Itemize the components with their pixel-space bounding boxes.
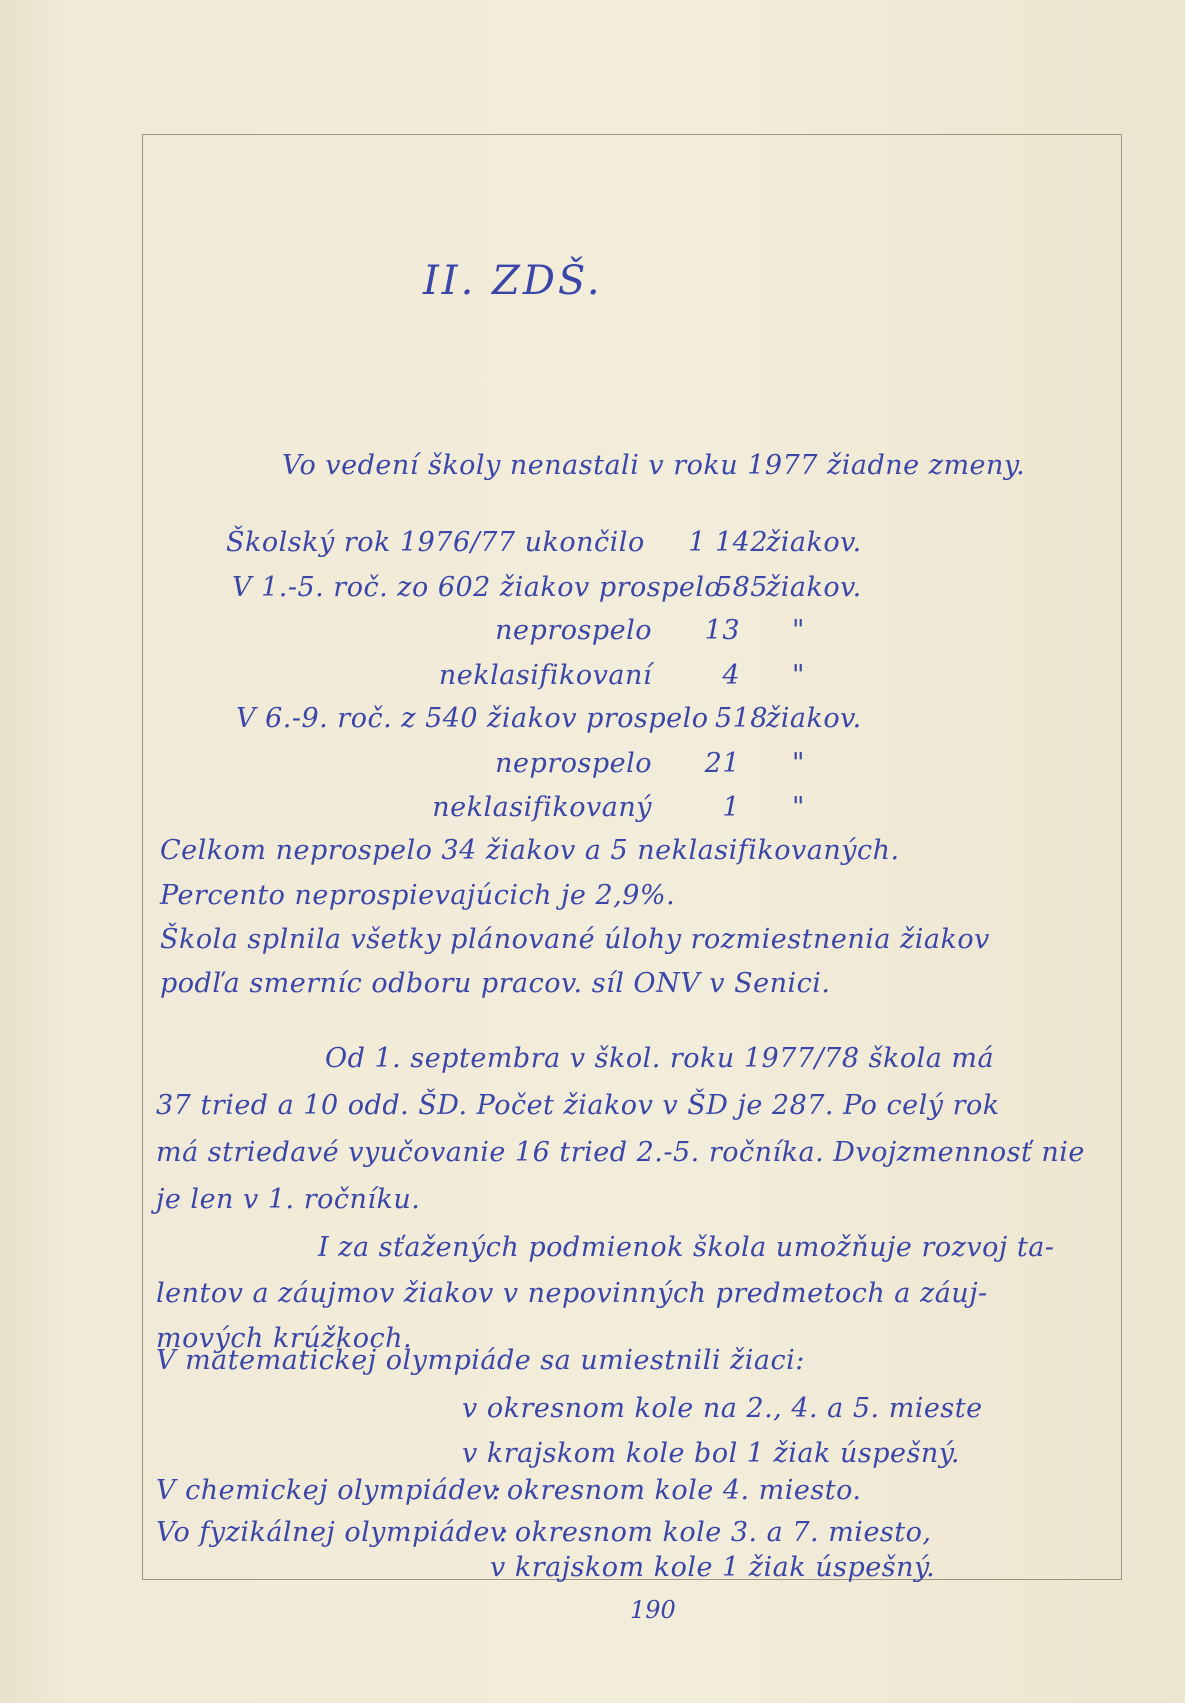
para2-line-3: má striedavé vyučovanie 16 tried 2.-5. ročníka. Dvojzmennosť nie [156,1137,1085,1168]
stat-row-2-unit: žiakov. [766,572,862,603]
stat-row-3-unit: " [792,615,805,646]
page-number: 190 [630,1596,676,1624]
chem-olympiad-label: V chemickej olympiáde : [156,1475,502,1506]
stat-row-6-value: 21 [704,748,740,779]
phys-olympiad-line-2: v krajskom kole 1 žiak úspešný. [490,1552,936,1583]
stat-row-3-label: neprospelo [495,615,652,646]
summary-line-2: Percento neprospievajúcich je 2,9%. [160,880,676,911]
para2-line-1: Od 1. septembra v škol. roku 1977/78 škola má [325,1043,995,1074]
phys-olympiad-line-1: v okresnom kole 3. a 7. miesto, [490,1517,932,1548]
stat-row-4-value: 4 [722,660,740,691]
stat-row-2-label: V 1.-5. roč. zo 602 žiakov prospelo [232,572,722,603]
stat-row-7-unit: " [792,792,805,823]
stat-row-6-label: neprospelo [495,748,652,779]
stat-row-1-label: Školský rok 1976/77 ukončilo [226,527,645,558]
para2-line-4: je len v 1. ročníku. [156,1184,421,1215]
stat-row-3-value: 13 [704,615,740,646]
para3-line-3: mových krúžkoch. [156,1323,413,1354]
phys-olympiad-label: Vo fyzikálnej olympiáde : [156,1517,509,1548]
summary-line-3: Škola splnila všetky plánované úlohy rozmiestnenia žiakov [160,924,990,955]
stat-row-5-unit: žiakov. [766,703,862,734]
stat-row-7-value: 1 [722,792,740,823]
stat-row-5-label: V 6.-9. roč. z 540 žiakov prospelo [236,703,709,734]
stat-row-7-label: neklasifikovaný [432,792,652,823]
stat-row-4-label: neklasifikovaní [438,660,652,691]
chem-olympiad-result: v okresnom kole 4. miesto. [482,1475,862,1506]
math-olympiad-intro: V matematickej olympiáde sa umiestnili žiaci: [156,1345,805,1376]
section-heading: II. ZDŠ. [423,258,603,304]
stat-row-1-value: 1 142 [688,527,768,558]
summary-line-4: podľa smerníc odboru pracov. síl ONV v Senici. [160,968,831,999]
para3-line-1: I za sťažených podmienok škola umožňuje rozvoj ta- [318,1232,1055,1263]
math-olympiad-line-1: v okresnom kole na 2., 4. a 5. mieste [462,1393,983,1424]
math-olympiad-line-2: v krajskom kole bol 1 žiak úspešný. [462,1438,960,1469]
stat-row-4-unit: " [792,660,805,691]
para3-line-2: lentov a záujmov žiakov v nepovinných predmetoch a záuj- [156,1278,988,1309]
stat-row-1-unit: žiakov. [766,527,862,558]
summary-line-1: Celkom neprospelo 34 žiakov a 5 neklasifikovaných. [160,835,900,866]
intro-line: Vo vedení školy nenastali v roku 1977 žiadne zmeny. [282,450,1026,481]
stat-row-6-unit: " [792,748,805,779]
para2-line-2: 37 tried a 10 odd. ŠD. Počet žiakov v ŠD je 287. Po celý rok [156,1090,1000,1121]
stat-row-5-value: 518 [714,703,768,734]
stat-row-2-value: 585 [714,572,768,603]
